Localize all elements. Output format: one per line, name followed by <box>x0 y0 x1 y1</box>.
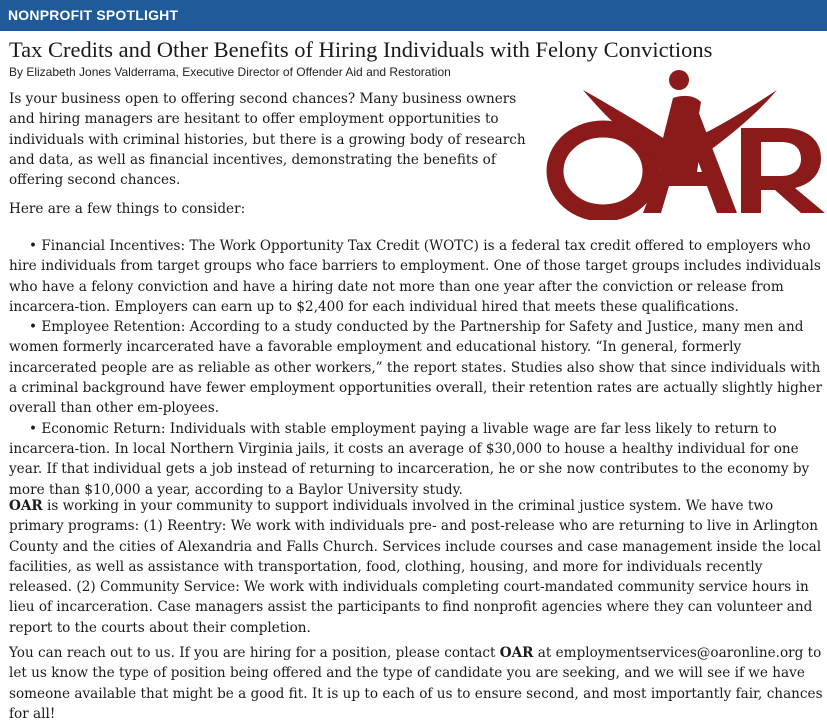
section-banner: NONPROFIT SPOTLIGHT <box>0 0 827 31</box>
list-item: • Economic Return: Individuals with stable employment paying a livable wage are far less likely to return to incarcera-tion. In local Northern Virginia jails, it costs an average of $30,000 to house a healthy individual for one year. If that individual gets a job instead of returning to incarceration, he or she now contributes to the economy by more than $10,000 a year, according to a Baylor University study. <box>9 420 810 498</box>
oar-programs-text: is working in your community to support individuals involved in the criminal justice system. We have two primary programs: (1) Reentry: We work with individuals pre- and post-release who are returning to live in Arlington County and the cities of Alexandria and Falls Church. Services include courses and case management inside the local facilities, as well as assistance with transportation, food, clothing, housing, and more for individuals recently released. (2) Community Service: We work with individuals completing court-mandated community service hours in lieu of incarceration. Case managers assist the participants to find nonprofit agencies where they can volunteer and report to the courts about their completion. <box>9 498 822 636</box>
consider-paragraph: Here are a few things to consider: <box>9 201 246 217</box>
oar-logo <box>545 68 827 220</box>
intro-paragraph: Is your business open to offering second chances? Many business owners and hiring managers are hesitant to offer employment opportunities to individuals with criminal histories, but there is a growing body of research and data, as well as financial incentives, demonstrating the benefits of offering second chances. <box>9 91 526 189</box>
contact-bold-name: OAR <box>499 645 534 661</box>
contact-text-before: You can reach out to us. If you are hiring for a position, please contact <box>9 645 500 661</box>
oar-programs-paragraph <box>9 496 827 638</box>
contact-paragraph <box>9 643 827 724</box>
contact-text-after: at employmentservices@oaronline.org to let us know the type of position being offered and the type of candidate you are seeking, and we will see if we have someone available that might be a good fit. It is up to each of us to ensure second, and most importantly fair, chances for all! <box>9 645 823 722</box>
list-item: • Employee Retention: According to a study conducted by the Partnership for Safety and Justice, many men and women formerly incarcerated have a favorable employment and educational history. “In general, formerly incarcerated people are as reliable as other workers,” the report states. Studies also show that since individuals with a criminal background have fewer employment opportunities overall, their retention rates are actually slightly higher overall than other em-ployees. <box>9 319 823 417</box>
oar-bold-name: OAR <box>9 498 43 514</box>
benefits-list <box>9 236 827 500</box>
article-byline: By Elizabeth Jones Valderrama, Executive Director of Offender Aid and Restoration <box>9 65 451 79</box>
logo-figure-head <box>669 70 689 90</box>
list-item: • Financial Incentives: The Work Opportunity Tax Credit (WOTC) is a federal tax credit offered to employers who hire individuals from target groups who face barriers to employment. One of those target groups includes individuals who have a felony conviction and have a hiring date not more than one year after the conviction or release from incarcera-tion. Employers can earn up to $2,400 for each individual hired that meets these qualifications. <box>9 238 821 315</box>
article-title: Tax Credits and Other Benefits of Hiring Individuals with Felony Convictions <box>9 37 713 62</box>
